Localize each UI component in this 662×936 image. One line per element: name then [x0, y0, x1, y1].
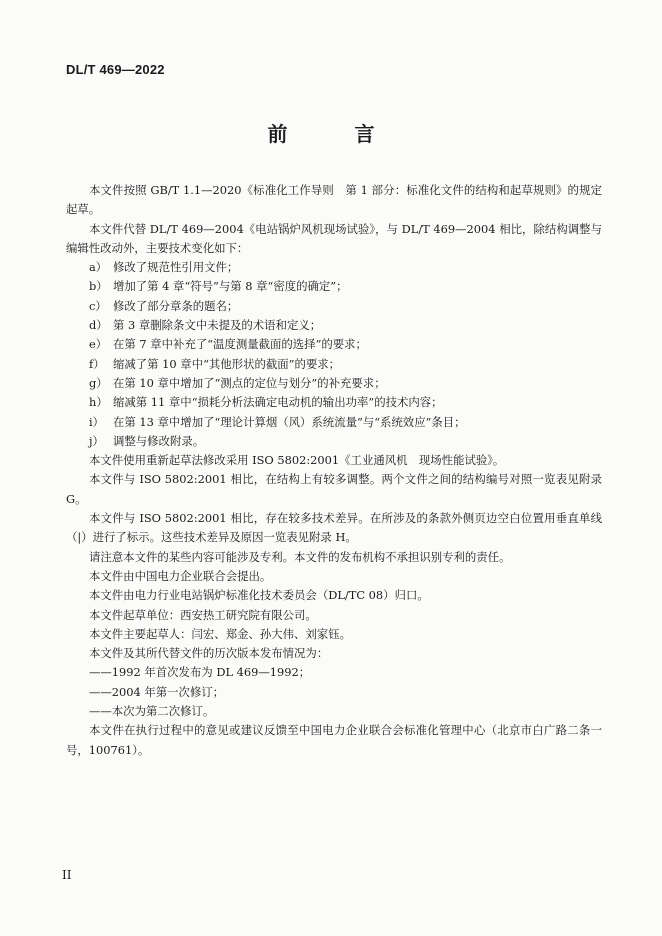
version-history-item: ——2004 年第一次修订；: [89, 684, 225, 699]
list-marker: i）: [89, 414, 105, 429]
list-text: 缩减了第 10 章中“其他形状的截面”的要求；: [113, 356, 341, 371]
paragraph: 请注意本文件的某些内容可能涉及专利。本文件的发布机构不承担识别专利的责任。: [89, 549, 511, 564]
paragraph: 本文件在执行过程中的意见或建议反馈至中国电力企业联合会标准化管理中心（北京市白广路二条一号，100761）。: [66, 723, 602, 757]
paragraph: 本文件及其所代替文件的历次版本发布情况为：: [89, 646, 329, 661]
list-text: 在第 7 章中补充了“温度测量截面的选择”的要求；: [113, 337, 367, 352]
list-marker: h）: [89, 395, 108, 410]
list-item: [66, 277, 602, 296]
list-text: 增加了第 4 章“符号”与第 8 章“密度的确定”；: [113, 279, 348, 294]
list-text: 修改了规范性引用文件；: [113, 260, 239, 275]
list-text: 第 3 章删除条文中未提及的术语和定义；: [113, 318, 322, 333]
list-marker: f）: [89, 356, 105, 371]
list-item: [66, 316, 602, 335]
list-text: 在第 10 章中增加了“测点的定位与划分”的补充要求；: [113, 375, 386, 390]
list-item: [66, 374, 602, 393]
list-text: 修改了部分章条的题名；: [113, 298, 239, 313]
list-item: [66, 297, 602, 316]
paragraph: 本文件代替 DL/T 469—2004《电站锅炉风机现场试验》，与 DL/T 469—2004 相比，除结构调整与编辑性改动外，主要技术变化如下：: [66, 221, 602, 255]
page-title: 前 言: [267, 122, 405, 146]
list-item: [66, 413, 602, 432]
paragraph: 本文件与 ISO 5802:2001 相比，在结构上有较多调整。两个文件之间的结构编号对照一览表见附录 G。: [66, 472, 602, 506]
page-number: II: [62, 868, 72, 882]
list-text: 调整与修改附录。: [113, 433, 205, 448]
list-item: [66, 335, 602, 354]
document-code: DL/T 469—2022: [66, 62, 165, 77]
paragraph: 本文件由中国电力企业联合会提出。: [89, 568, 272, 583]
paragraph: 本文件与 ISO 5802:2001 相比，存在较多技术差异。在所涉及的条款外侧页边空白位置用垂直单线（|）进行了标示。这些技术差异及原因一览表见附录 H。: [66, 511, 602, 545]
list-item: [66, 393, 602, 412]
paragraph: 本文件起草单位：西安热工研究院有限公司。: [89, 607, 317, 622]
list-marker: j）: [89, 433, 104, 448]
list-marker: e）: [89, 337, 108, 352]
list-item: [66, 258, 602, 277]
list-marker: d）: [89, 318, 108, 333]
list-item: [66, 355, 602, 374]
list-text: 在第 13 章中增加了“理论计算烟（风）系统流量”与“系统效应”条目；: [113, 414, 466, 429]
version-history-item: ——1992 年首次发布为 DL 469—1992；: [89, 665, 311, 680]
paragraph: 本文件主要起草人：闫宏、郑金、孙大伟、刘家钰。: [89, 626, 351, 641]
list-marker: g）: [89, 375, 108, 390]
list-marker: a）: [89, 260, 108, 275]
version-history-item: ——本次为第二次修订。: [89, 704, 215, 719]
list-marker: b）: [89, 279, 108, 294]
foreword-body: [66, 181, 602, 760]
paragraph: 本文件按照 GB/T 1.1—2020《标准化工作导则 第 1 部分：标准化文件的结构和起草规则》的规定起草。: [66, 183, 602, 217]
changes-list: [66, 258, 602, 451]
list-marker: c）: [89, 298, 107, 313]
list-item: [66, 432, 602, 451]
list-text: 缩减第 11 章中“损耗分析法确定电动机的输出功率”的技术内容；: [113, 395, 443, 410]
paragraph: 本文件使用重新起草法修改采用 ISO 5802:2001《工业通风机 现场性能试验》。: [89, 453, 505, 468]
paragraph: 本文件由电力行业电站锅炉标准化技术委员会（DL/TC 08）归口。: [89, 588, 429, 603]
